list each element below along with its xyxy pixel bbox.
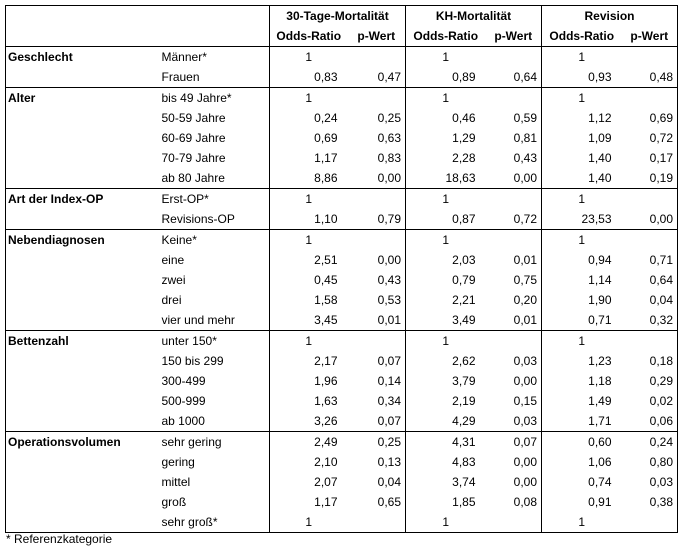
table-row [6, 452, 678, 472]
p-value-cell: 0,71 [622, 250, 678, 270]
table-row [6, 230, 678, 251]
odds-ratio-cell: 1 [442, 233, 450, 247]
p-value-cell: 0,00 [348, 168, 406, 189]
odds-ratio-cell: 2,03 [452, 253, 476, 267]
odds-ratio-cell: 1,71 [542, 411, 622, 432]
p-value-cell: 0,63 [348, 128, 406, 148]
p-value-cell [348, 47, 406, 68]
table-row [6, 391, 678, 411]
header-odds-ratio: Odds-Ratio [542, 26, 622, 47]
row-label: Revisions-OP [160, 209, 270, 230]
p-value-cell: 0,81 [486, 128, 542, 148]
row-label: gering [160, 452, 270, 472]
section-spacer [6, 270, 160, 290]
row-label: vier und mehr [160, 310, 270, 331]
section-spacer [6, 67, 160, 88]
p-value-cell: 0,00 [486, 371, 542, 391]
p-value-cell: 0,83 [348, 148, 406, 168]
odds-ratio-cell: 1,40 [588, 151, 612, 165]
p-value-cell: 0,08 [486, 492, 542, 512]
p-value-cell: 0,01 [486, 310, 542, 331]
p-value-cell: 0,06 [622, 411, 678, 432]
p-value-cell: 0,04 [622, 290, 678, 310]
p-value-cell: 0,53 [348, 290, 406, 310]
odds-ratio-cell: 3,74 [452, 475, 476, 489]
header-odds-ratio: Odds-Ratio [406, 26, 486, 47]
p-value-cell: 0,04 [348, 472, 406, 492]
p-value-cell: 0,03 [486, 411, 542, 432]
odds-ratio-cell: 1,49 [588, 394, 612, 408]
odds-ratio-cell: 1,23 [588, 354, 612, 368]
odds-ratio-cell: 1,40 [542, 168, 622, 189]
odds-ratio-cell: 1 [305, 334, 313, 348]
p-value-cell [622, 47, 678, 68]
odds-ratio-cell: 3,79 [452, 374, 476, 388]
section-spacer [6, 492, 160, 512]
odds-ratio-cell: 1 [578, 50, 586, 64]
row-label: Erst-OP* [160, 189, 270, 210]
table-row [6, 108, 678, 128]
odds-ratio-cell: 4,83 [452, 455, 476, 469]
table-row [6, 331, 678, 352]
row-label: 300-499 [160, 371, 270, 391]
odds-ratio-cell: 1 [305, 233, 313, 247]
odds-ratio-cell: 1 [542, 512, 622, 533]
p-value-cell: 0,15 [486, 391, 542, 411]
p-value-cell [622, 189, 678, 210]
odds-ratio-cell: 2,19 [452, 394, 476, 408]
odds-ratio-cell: 0,46 [452, 111, 476, 125]
section-spacer [6, 290, 160, 310]
p-value-cell: 0,18 [622, 351, 678, 371]
header-group-kh: KH-Mortalität [406, 6, 542, 27]
odds-ratio-cell: 4,29 [406, 411, 486, 432]
row-label: sehr gering [160, 432, 270, 453]
odds-ratio-cell: 0,93 [542, 67, 622, 88]
p-value-cell: 0,29 [622, 371, 678, 391]
p-value-cell: 0,43 [348, 270, 406, 290]
odds-ratio-cell: 8,86 [270, 168, 348, 189]
odds-ratio-cell: 1 [578, 91, 586, 105]
odds-ratio-cell: 1 [305, 192, 313, 206]
p-value-cell: 0,47 [348, 67, 406, 88]
row-label: ab 1000 [160, 411, 270, 432]
section-spacer [6, 310, 160, 331]
p-value-cell: 0,07 [486, 432, 542, 453]
odds-ratio-cell: 2,28 [452, 151, 476, 165]
odds-ratio-cell: 1,18 [588, 374, 612, 388]
row-label: 60-69 Jahre [160, 128, 270, 148]
p-value-cell: 0,03 [622, 472, 678, 492]
row-label: 70-79 Jahre [160, 148, 270, 168]
odds-ratio-cell: 0,94 [588, 253, 612, 267]
p-value-cell: 0,07 [348, 351, 406, 371]
section-spacer [6, 371, 160, 391]
odds-ratio-cell: 1 [578, 233, 586, 247]
odds-ratio-cell: 1 [406, 512, 486, 533]
p-value-cell: 0,14 [348, 371, 406, 391]
odds-ratio-cell: 1 [442, 50, 450, 64]
row-label: ab 80 Jahre [160, 168, 270, 189]
section-label: Nebendiagnosen [6, 230, 160, 251]
odds-ratio-cell: 1,29 [452, 131, 476, 145]
table-row [6, 290, 678, 310]
table-row [6, 128, 678, 148]
odds-ratio-cell: 3,49 [406, 310, 486, 331]
odds-ratio-cell: 1,63 [314, 394, 338, 408]
section-spacer [6, 512, 160, 533]
odds-ratio-cell: 1 [305, 50, 313, 64]
table-row [6, 67, 678, 88]
odds-ratio-cell: 0,45 [314, 273, 338, 287]
p-value-cell: 0,48 [622, 67, 678, 88]
p-value-cell [622, 331, 678, 352]
odds-ratio-cell: 1 [578, 192, 586, 206]
section-label: Art der Index-OP [6, 189, 160, 210]
p-value-cell: 0,00 [486, 472, 542, 492]
p-value-cell [348, 230, 406, 251]
p-value-cell [486, 331, 542, 352]
header-odds-ratio: Odds-Ratio [270, 26, 348, 47]
p-value-cell: 0,00 [486, 452, 542, 472]
p-value-cell: 0,64 [486, 67, 542, 88]
p-value-cell: 0,20 [486, 290, 542, 310]
p-value-cell: 0,25 [348, 432, 406, 453]
odds-ratio-cell: 18,63 [406, 168, 486, 189]
odds-ratio-cell: 0,24 [314, 111, 338, 125]
section-spacer [6, 452, 160, 472]
p-value-cell: 0,07 [348, 411, 406, 432]
odds-ratio-cell: 1,12 [588, 111, 612, 125]
p-value-cell: 0,75 [486, 270, 542, 290]
odds-ratio-cell: 2,49 [314, 435, 338, 449]
p-value-cell: 0,79 [348, 209, 406, 230]
odds-ratio-cell: 0,74 [588, 475, 612, 489]
row-label: zwei [160, 270, 270, 290]
footnote: * Referenzkategorie [6, 532, 113, 546]
p-value-cell: 0,43 [486, 148, 542, 168]
p-value-cell: 0,32 [622, 310, 678, 331]
row-label: mittel [160, 472, 270, 492]
odds-ratio-cell: 2,51 [314, 253, 338, 267]
row-label: Frauen [160, 67, 270, 88]
section-spacer [6, 411, 160, 432]
p-value-cell: 0,80 [622, 452, 678, 472]
p-value-cell: 0,01 [348, 310, 406, 331]
row-label: bis 49 Jahre* [160, 88, 270, 109]
row-label: 50-59 Jahre [160, 108, 270, 128]
section-spacer [6, 168, 160, 189]
odds-ratio-cell: 4,31 [452, 435, 476, 449]
odds-ratio-cell: 1 [305, 91, 313, 105]
section-spacer [6, 351, 160, 371]
odds-ratio-cell: 1 [442, 334, 450, 348]
p-value-cell: 0,17 [622, 148, 678, 168]
odds-ratio-cell: 0,71 [542, 310, 622, 331]
p-value-cell: 0,69 [622, 108, 678, 128]
odds-ratio-cell: 1 [270, 512, 348, 533]
table-row [6, 168, 678, 189]
header-p-wert: p-Wert [622, 26, 678, 47]
p-value-cell [486, 512, 542, 533]
table-row [6, 189, 678, 210]
p-value-cell [486, 189, 542, 210]
p-value-cell: 0,34 [348, 391, 406, 411]
odds-ratio-cell: 1,96 [314, 374, 338, 388]
p-value-cell [486, 47, 542, 68]
odds-ratio-cell: 23,53 [542, 209, 622, 230]
p-value-cell: 0,65 [348, 492, 406, 512]
odds-ratio-cell: 1,17 [314, 151, 338, 165]
p-value-cell: 0,00 [348, 250, 406, 270]
row-label: 150 bis 299 [160, 351, 270, 371]
p-value-cell: 0,72 [622, 128, 678, 148]
row-label: sehr groß* [160, 512, 270, 533]
section-spacer [6, 108, 160, 128]
p-value-cell: 0,59 [486, 108, 542, 128]
header-p-wert: p-Wert [348, 26, 406, 47]
p-value-cell: 0,03 [486, 351, 542, 371]
p-value-cell [348, 88, 406, 109]
section-spacer [6, 128, 160, 148]
section-label: Geschlecht [6, 47, 160, 68]
row-label: eine [160, 250, 270, 270]
table-row [6, 47, 678, 68]
row-label: Keine* [160, 230, 270, 251]
odds-ratio-cell: 1,17 [314, 495, 338, 509]
section-label: Operationsvolumen [6, 432, 160, 453]
section-spacer [6, 250, 160, 270]
p-value-cell: 0,00 [486, 168, 542, 189]
odds-ratio-cell: 0,89 [406, 67, 486, 88]
odds-ratio-cell: 1,09 [588, 131, 612, 145]
row-label: 500-999 [160, 391, 270, 411]
odds-ratio-cell: 1 [442, 192, 450, 206]
row-label: groß [160, 492, 270, 512]
table-row [6, 371, 678, 391]
table-row [6, 88, 678, 109]
odds-ratio-table [5, 5, 678, 533]
odds-ratio-cell: 0,69 [314, 131, 338, 145]
table-row [6, 432, 678, 453]
table-row [6, 351, 678, 371]
header-empty-1 [6, 6, 160, 27]
header-group-30tage: 30-Tage-Mortalität [270, 6, 406, 27]
section-label: Bettenzahl [6, 331, 160, 352]
header-empty-2 [160, 6, 270, 27]
p-value-cell: 0,19 [622, 168, 678, 189]
header-p-wert: p-Wert [486, 26, 542, 47]
header-empty-3 [6, 26, 160, 47]
odds-ratio-cell: 1,58 [314, 293, 338, 307]
p-value-cell [622, 88, 678, 109]
odds-ratio-cell: 0,91 [588, 495, 612, 509]
row-label: Männer* [160, 47, 270, 68]
odds-ratio-cell: 1 [578, 334, 586, 348]
p-value-cell: 0,64 [622, 270, 678, 290]
table-row [6, 512, 678, 533]
table-row [6, 148, 678, 168]
odds-ratio-cell: 0,87 [406, 209, 486, 230]
p-value-cell [348, 331, 406, 352]
odds-ratio-cell: 2,62 [452, 354, 476, 368]
table-row [6, 270, 678, 290]
odds-ratio-cell: 1,10 [270, 209, 348, 230]
odds-ratio-cell: 0,60 [588, 435, 612, 449]
section-spacer [6, 472, 160, 492]
odds-ratio-cell: 3,26 [270, 411, 348, 432]
p-value-cell: 0,01 [486, 250, 542, 270]
header-group-revision: Revision [542, 6, 678, 27]
odds-ratio-cell: 0,79 [452, 273, 476, 287]
header-empty-4 [160, 26, 270, 47]
table-row [6, 411, 678, 432]
table-row [6, 209, 678, 230]
p-value-cell: 0,24 [622, 432, 678, 453]
odds-ratio-cell: 2,17 [314, 354, 338, 368]
odds-ratio-cell: 1,85 [452, 495, 476, 509]
row-label: unter 150* [160, 331, 270, 352]
odds-ratio-cell: 0,83 [270, 67, 348, 88]
p-value-cell: 0,13 [348, 452, 406, 472]
p-value-cell: 0,25 [348, 108, 406, 128]
table-row [6, 250, 678, 270]
p-value-cell [486, 230, 542, 251]
table-row [6, 310, 678, 331]
p-value-cell [622, 512, 678, 533]
table-row [6, 492, 678, 512]
odds-ratio-cell: 1,06 [588, 455, 612, 469]
odds-ratio-cell: 2,21 [452, 293, 476, 307]
p-value-cell: 0,72 [486, 209, 542, 230]
odds-ratio-cell: 1 [442, 91, 450, 105]
row-label: drei [160, 290, 270, 310]
section-spacer [6, 209, 160, 230]
section-label: Alter [6, 88, 160, 109]
p-value-cell [348, 512, 406, 533]
odds-ratio-cell: 2,07 [314, 475, 338, 489]
p-value-cell [622, 230, 678, 251]
p-value-cell: 0,02 [622, 391, 678, 411]
odds-ratio-cell: 1,14 [588, 273, 612, 287]
odds-ratio-cell: 1,90 [588, 293, 612, 307]
odds-ratio-cell: 3,45 [270, 310, 348, 331]
p-value-cell [486, 88, 542, 109]
p-value-cell: 0,00 [622, 209, 678, 230]
table-body [6, 47, 678, 533]
table-row [6, 472, 678, 492]
p-value-cell [348, 189, 406, 210]
odds-ratio-cell: 2,10 [314, 455, 338, 469]
section-spacer [6, 148, 160, 168]
section-spacer [6, 391, 160, 411]
p-value-cell: 0,38 [622, 492, 678, 512]
